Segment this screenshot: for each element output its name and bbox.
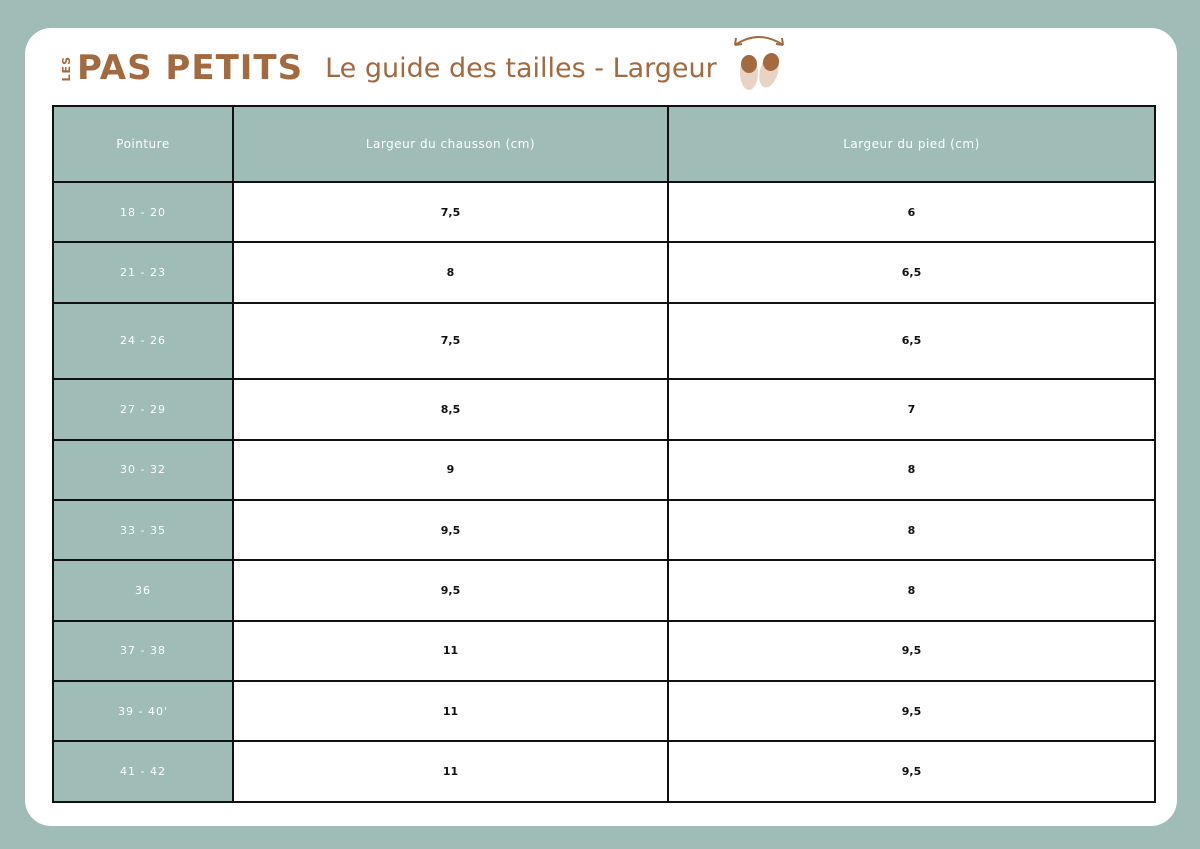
slipper-width-cell: 9 bbox=[233, 440, 668, 500]
foot-width-cell: 6,5 bbox=[668, 242, 1155, 302]
foot-width-cell: 7 bbox=[668, 379, 1155, 439]
size-cell: 27 - 29 bbox=[53, 379, 233, 439]
size-cell: 41 - 42 bbox=[53, 741, 233, 802]
table-row bbox=[53, 242, 1155, 302]
slipper-width-cell: 9,5 bbox=[233, 500, 668, 560]
column-header-slipper-width: Largeur du chausson (cm) bbox=[233, 106, 668, 182]
table-row bbox=[53, 560, 1155, 620]
table-row bbox=[53, 379, 1155, 439]
table-row bbox=[53, 440, 1155, 500]
size-cell: 36 bbox=[53, 560, 233, 620]
foot-width-cell: 8 bbox=[668, 560, 1155, 620]
slipper-width-cell: 9,5 bbox=[233, 560, 668, 620]
foot-width-cell: 8 bbox=[668, 500, 1155, 560]
brand-logo: PAS PETITS bbox=[77, 48, 304, 88]
foot-width-cell: 6,5 bbox=[668, 303, 1155, 379]
slipper-width-cell: 8,5 bbox=[233, 379, 668, 439]
table-row bbox=[53, 741, 1155, 802]
slipper-width-cell: 11 bbox=[233, 741, 668, 802]
width-arrow-icon bbox=[735, 37, 783, 45]
table-row bbox=[53, 303, 1155, 379]
size-cell: 18 - 20 bbox=[53, 182, 233, 242]
slipper-width-cell: 7,5 bbox=[233, 303, 668, 379]
column-header-size: Pointure bbox=[53, 106, 233, 182]
table-row bbox=[53, 681, 1155, 741]
slipper-width-cell: 11 bbox=[233, 681, 668, 741]
header bbox=[60, 38, 791, 98]
size-cell: 33 - 35 bbox=[53, 500, 233, 560]
foot-width-cell: 8 bbox=[668, 440, 1155, 500]
brand-prefix: LES bbox=[60, 56, 73, 82]
foot-width-cell: 9,5 bbox=[668, 681, 1155, 741]
table-row bbox=[53, 182, 1155, 242]
column-header-foot-width: Largeur du pied (cm) bbox=[668, 106, 1155, 182]
size-table bbox=[52, 105, 1156, 803]
foot-width-cell: 6 bbox=[668, 182, 1155, 242]
page-title: Le guide des tailles - Largeur bbox=[325, 52, 717, 84]
size-cell: 24 - 26 bbox=[53, 303, 233, 379]
size-cell: 37 - 38 bbox=[53, 621, 233, 681]
slipper-width-cell: 8 bbox=[233, 242, 668, 302]
size-cell: 30 - 32 bbox=[53, 440, 233, 500]
table-header-row bbox=[53, 106, 1155, 182]
size-cell: 39 - 40' bbox=[53, 681, 233, 741]
table-row bbox=[53, 621, 1155, 681]
slipper-width-cell: 11 bbox=[233, 621, 668, 681]
size-cell: 21 - 23 bbox=[53, 242, 233, 302]
slipper-width-cell: 7,5 bbox=[233, 182, 668, 242]
foot-width-cell: 9,5 bbox=[668, 621, 1155, 681]
slippers-icon bbox=[727, 31, 791, 99]
foot-width-cell: 9,5 bbox=[668, 741, 1155, 802]
table-row bbox=[53, 500, 1155, 560]
